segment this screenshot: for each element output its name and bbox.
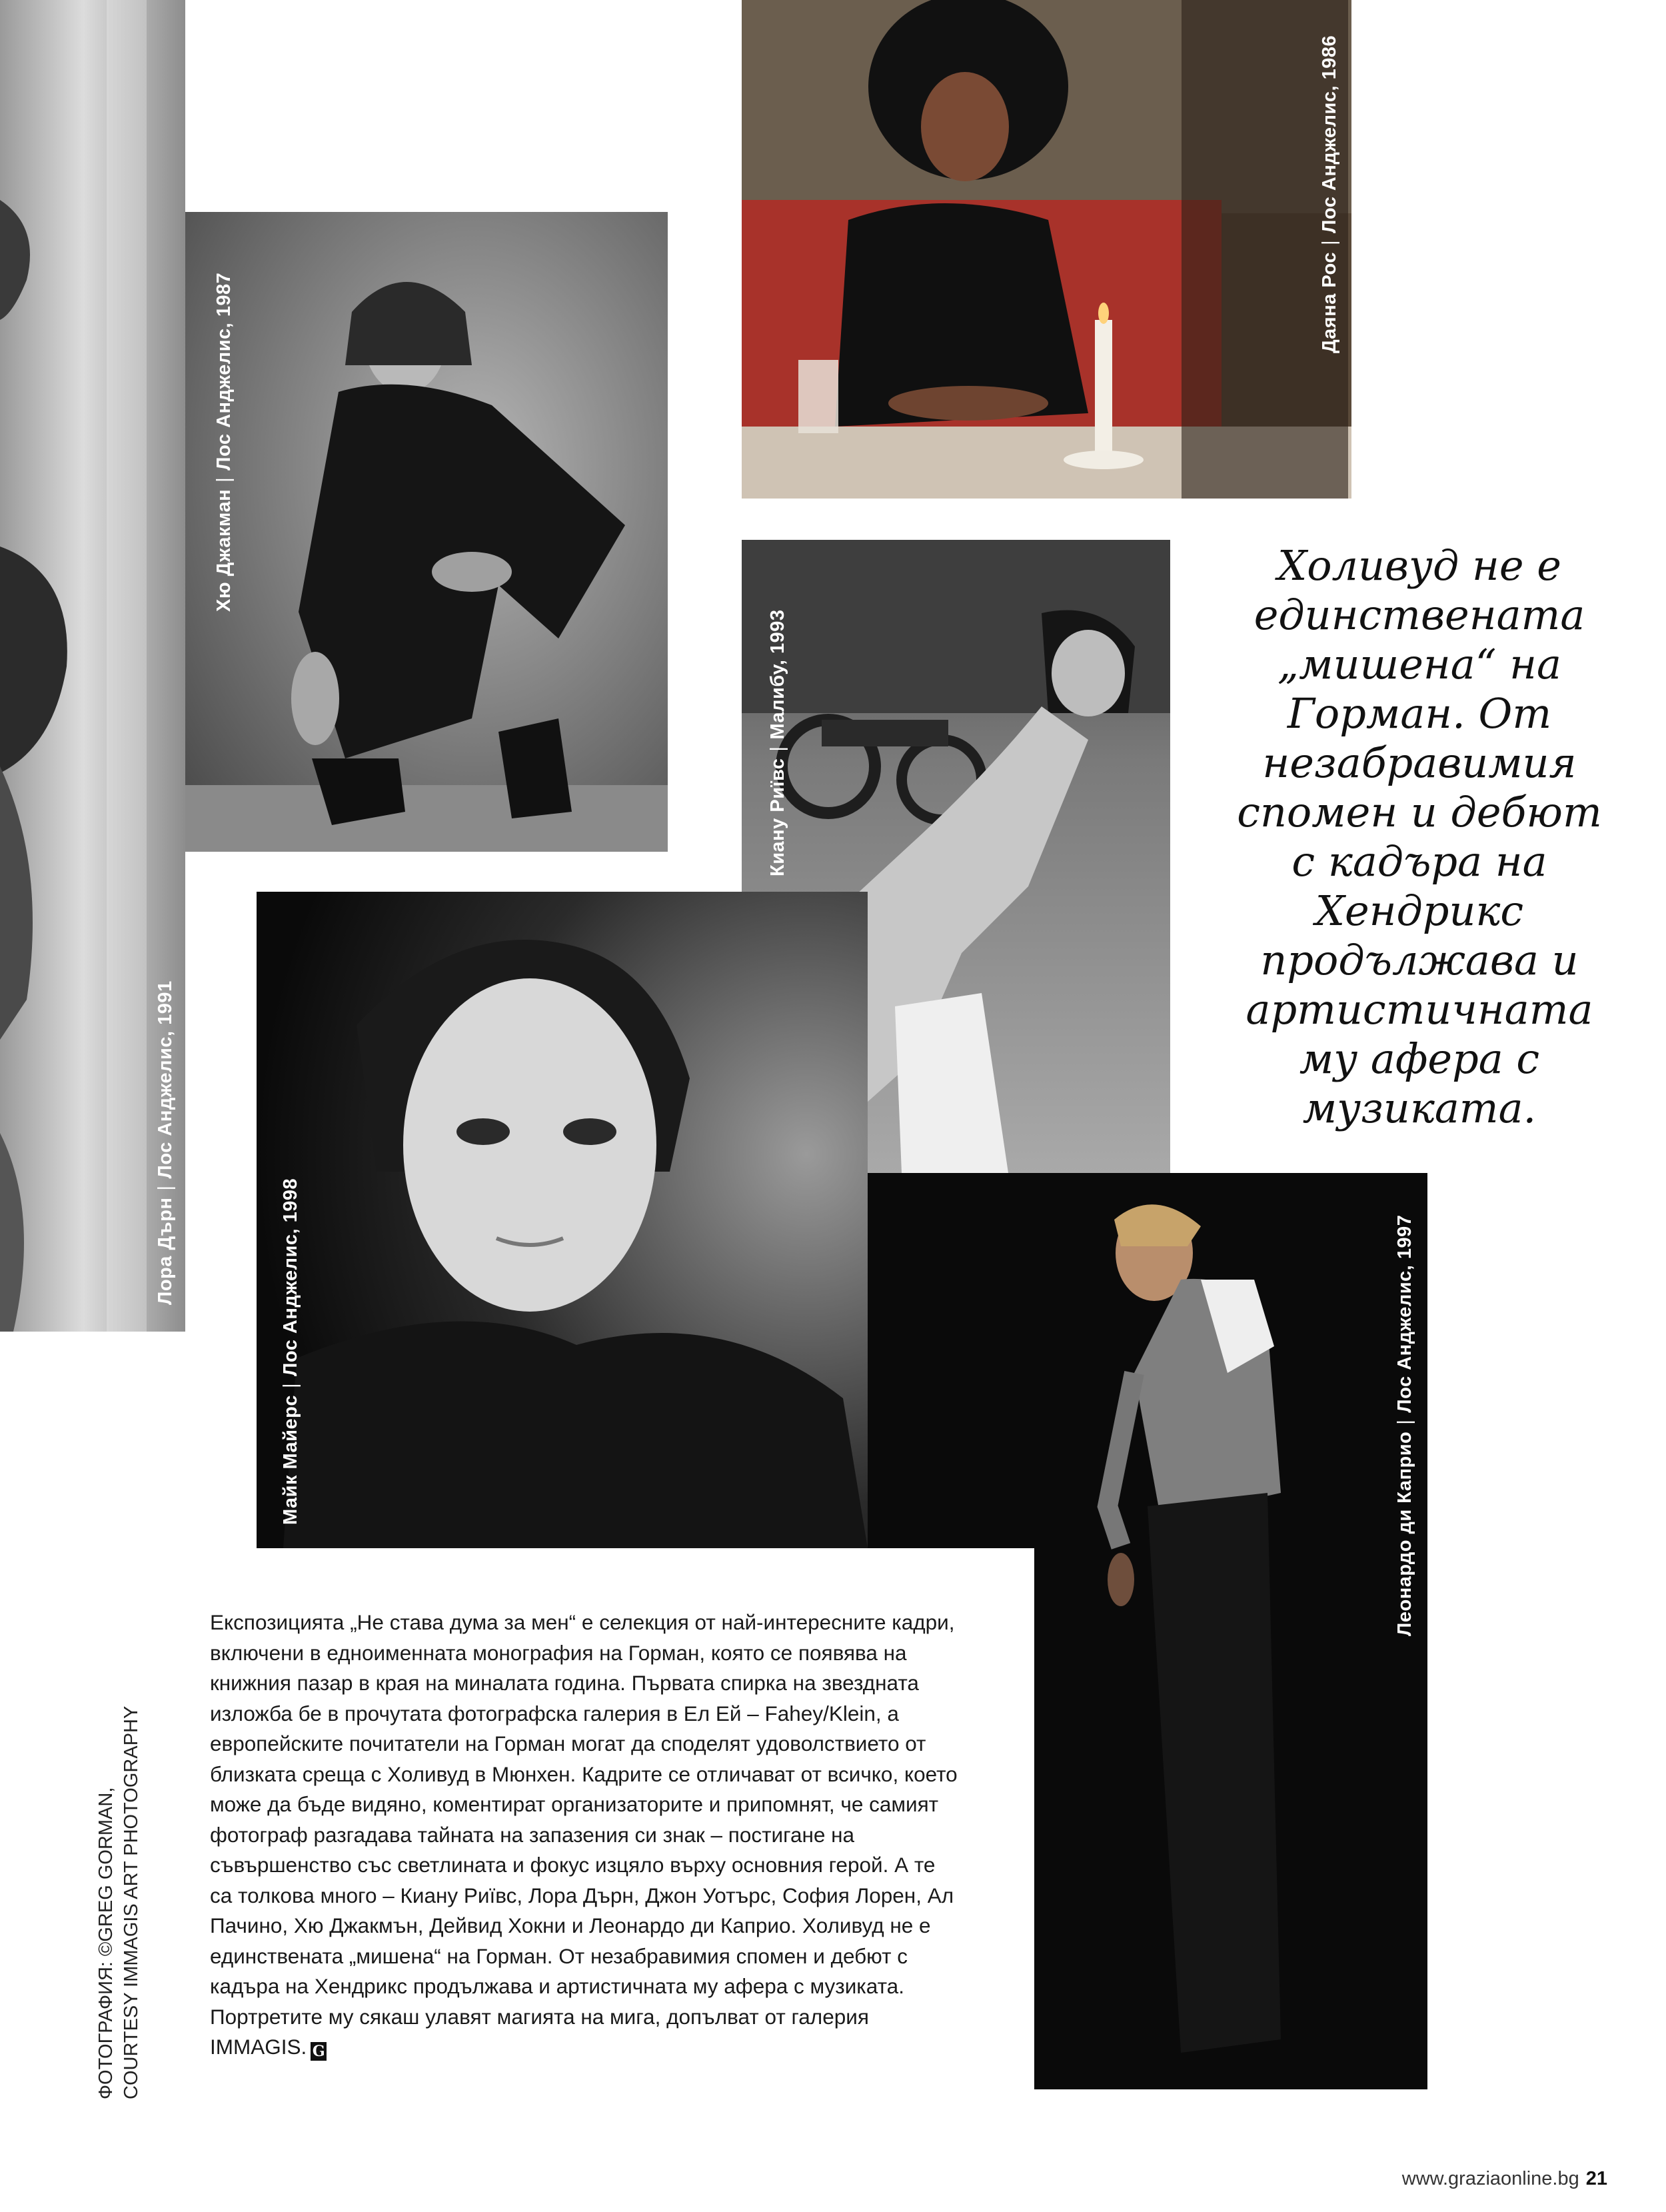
caption-separator: | <box>280 1382 301 1389</box>
caption-separator: | <box>1394 1419 1415 1425</box>
caption-place-year: Лос Анджелис, 1986 <box>1319 35 1340 233</box>
page-footer <box>1402 2168 1607 2190</box>
footer-url: www.graziaonline.bg <box>1401 2168 1579 2189</box>
caption-laura-dern <box>155 980 177 1305</box>
caption-separator: | <box>155 1185 176 1191</box>
photo-mike-myers <box>257 892 868 1548</box>
photo-credit-line-2: COURTESY IMMAGIS ART PHOTOGRAPHY <box>121 1705 142 2099</box>
caption-name: Киану Риївс <box>767 758 788 876</box>
caption-name: Леонардо ди Каприо <box>1394 1431 1415 1636</box>
caption-diana-ross <box>1319 35 1341 353</box>
caption-name: Майк Майерс <box>280 1395 301 1525</box>
caption-mike-myers <box>280 1178 302 1525</box>
photo-hugh-jackman <box>185 212 668 852</box>
caption-separator: | <box>213 477 235 483</box>
caption-place-year: Лос Анджелис, 1998 <box>280 1178 301 1376</box>
caption-leonardo-dicaprio <box>1394 1215 1416 1636</box>
photo-mike-myers-image <box>257 892 868 1548</box>
article-body <box>210 1608 963 2063</box>
caption-keanu-reeves <box>767 610 789 876</box>
caption-name: Лора Дърн <box>155 1197 176 1305</box>
caption-separator: | <box>1319 239 1340 245</box>
caption-place-year: Малибу, 1993 <box>767 609 788 740</box>
end-mark-icon: G <box>311 2042 327 2061</box>
caption-name: Хю Джакман <box>213 489 235 612</box>
photo-hugh-jackman-image <box>185 212 668 852</box>
caption-hugh-jackman <box>213 273 235 612</box>
caption-separator: | <box>767 746 788 752</box>
photo-laura-dern <box>0 0 185 1332</box>
caption-place-year: Лос Анджелис, 1997 <box>1394 1214 1415 1413</box>
photo-diana-ross-image <box>742 0 1351 499</box>
photo-diana-ross <box>742 0 1351 499</box>
caption-place-year: Лос Анджелис, 1991 <box>155 980 176 1179</box>
photo-credit <box>93 1706 144 2099</box>
page-number: 21 <box>1585 2168 1607 2189</box>
caption-name: Даяна Рос <box>1319 252 1340 353</box>
photo-credit-line-1: ФОТОГРАФИЯ: ©GREG GORMAN, <box>95 1787 117 2099</box>
caption-place-year: Лос Анджелис, 1987 <box>213 272 235 471</box>
article-body-text: Експозицията „Не става дума за мен“ е селекция от най-интересните кадри, включени в едноименната монография на Горман, която се появява на книжния пазар в края на миналата година. Първата спирка на звездната изложба бе в прочутата фотографска галерия в Ел Ей – Fahey/Klein, а европейските почитатели на Горман могат да споделят удоволствието от близката среща с Холивуд в Мюнхен. Кадрите се отличават от всичко, което може да бъде видяно, коментират организаторите и припомнят, че самият фотограф разгадава тайната на запазения си знак – постигане на съвършенство със светлината и фокус изцяло върху основния герой. А те са толкова много – Киану Риївс, Лора Дърн, Джон Уотърс, София Лорен, Ал Пачино, Хю Джакмън, Дейвид Хокни и Леонардо ди Каприо. Холивуд не е единствената „мишена“ на Горман. От незабравимия спомен и дебют с кадъра на Хендрикс продължава и артистичната му афера с музиката. Портретите му сякаш улавят магията на мига, допълват от галерия IMMAGIS. <box>210 1610 958 2059</box>
pull-quote: Холивуд не е единствената „мишена“ на Горман. От незабравимия спомен и дебют с кадъра на Хендрикс продължава и артистичната му афера с музиката. <box>1237 541 1602 1132</box>
